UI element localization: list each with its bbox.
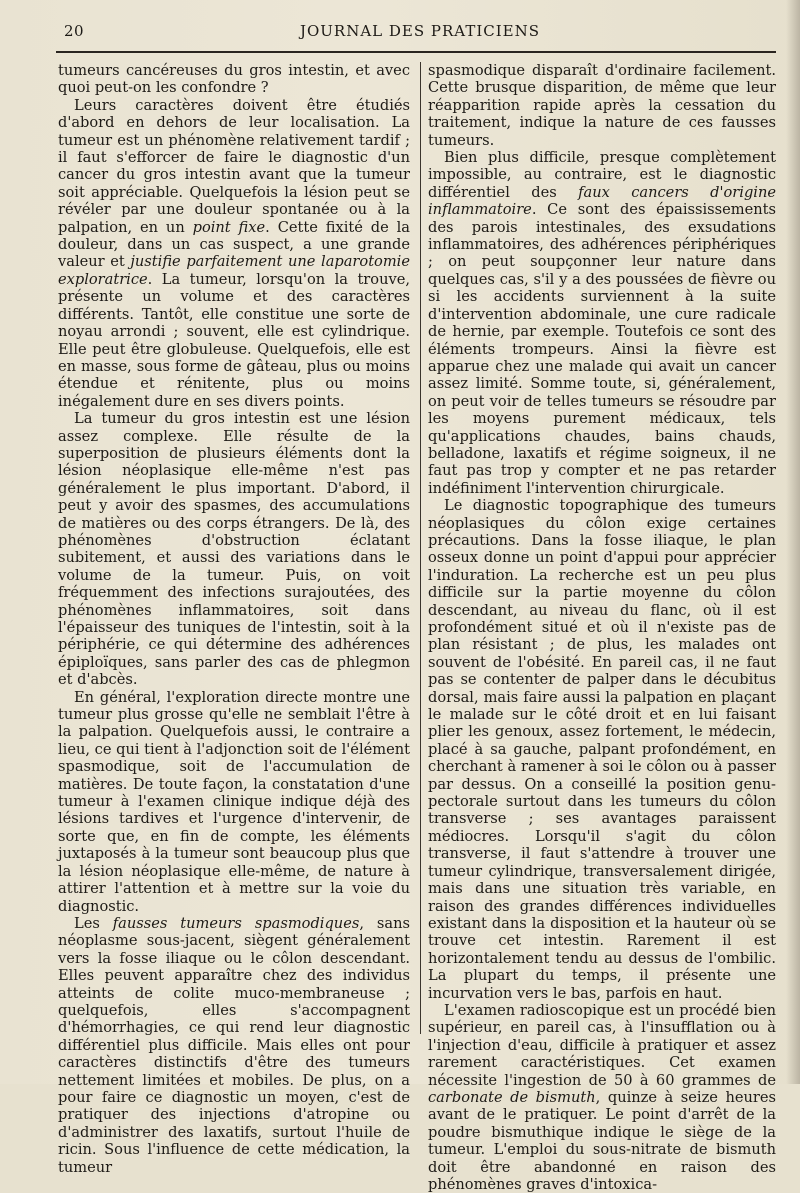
- paragraph: [428, 149, 776, 497]
- text-run: . La tumeur, lorsqu'on la trouve, présente un volume et des caractères différents. Tantôt, elle constitue une sorte de noyau arrondi ; souvent, elle est cylindrique. Elle peut être globuleuse. Quelquefois, elle est en masse, sous forme de gâteau, plus ou moins étendue et rénitente, plus ou moins inégalement dure en ses divers points.: [58, 270, 410, 410]
- text-run: L'examen radioscopique est un procédé bien supérieur, en pareil cas, à l'insufflation ou à l'injection d'eau, difficile à pratiquer et assez rarement caractéristiques. Cet examen nécessite l'ingestion de 50 à 60 grammes de: [428, 1001, 776, 1089]
- header-rule: [56, 51, 776, 53]
- italic-text: point fixe: [192, 218, 266, 236]
- paragraph: [58, 689, 410, 915]
- italic-text: fausses tumeurs spasmodiques: [112, 914, 360, 932]
- text-run: En général, l'exploration directe montre une tumeur plus grosse qu'elle ne semblait l'être à la palpation. Quelquefois aussi, le contraire a lieu, ce qui tient à l'adjonction soit de l'élément spasmodique, soit de l'accumulation de matières. De toute façon, la constatation d'une tumeur à l'examen clinique indique déjà des lésions tardives et l'urgence d'intervenir, de sorte que, en fin de compte, les éléments juxtaposés à la tumeur sont beaucoup plus que la lésion néoplasique elle-même, de nature à attirer l'attention et à mettre sur la voie du diagnostic.: [58, 688, 410, 915]
- paragraph: [428, 62, 776, 149]
- text-run: spasmodique disparaît d'ordinaire facilement. Cette brusque disparition, de même que leur réapparition rapide après la cessation du traitement, indique la nature de ces fausses tumeurs.: [428, 62, 776, 149]
- text-run: Les: [74, 914, 113, 932]
- text-run: , quinze à seize heures avant de le pratiquer. Le point d'arrêt de la poudre bismuthique indique le siège de la tumeur. L'emploi du sous-nitrate de bismuth doit être abandonné en raison des phénomènes graves d'intoxica-: [428, 1088, 777, 1193]
- text-run: Leurs caractères doivent être étudiés d'abord en dehors de leur localisation. La tumeur est un phénomène relativement tardif ; il faut s'efforcer de faire le diagnostic d'un cancer du gros intestin avant que la tumeur soit appréciable. Quelquefois la lésion peut se révéler par une douleur spontanée ou à la palpation, en un: [58, 96, 410, 236]
- text-run: La tumeur du gros intestin est une lésion assez complexe. Elle résulte de la superposition de plusieurs éléments dont la lésion néoplasique elle-même n'est pas généralement le plus important. D'abord, il peut y avoir des spasmes, des accumulations de matières ou des corps étrangers. De là, des phénomènes d'obstruction éclatant subitement, et aussi des variations dans le volume de la tumeur. Puis, on voit fréquemment des infections surajoutées, des phénomènes inflammatoires, soit dans l'épaisseur des tuniques de l'intestin, soit à la périphérie, ce qui détermine des adhérences épiploïques, sans parler des cas de phlegmon et d'abcès.: [58, 410, 410, 689]
- page-header: [64, 22, 776, 46]
- text-run: Bien plus difficile, presque complètement impossible, au contraire, est le diagnostic différentiel des: [428, 149, 776, 201]
- right-column: [428, 62, 777, 1193]
- text-run: Le diagnostic topographique des tumeurs néoplasiques du côlon exige certaines précautions. Dans la fosse iliaque, le plan osseux donne un point d'appui pour apprécier l'induration. La recherche est un peu plus difficile sur la partie moyenne du côlon descendant, au niveau du flanc, où il est profondément situé et où il n'existe pas de plan résistant ; de plus, les malades ont souvent de l'obésité. En pareil cas, il ne faut pas se contenter de palper dans le décubitus dorsal, mais faire aussi la palpation en plaçant le malade sur le côté droit et en lui faisant plier les genoux, assez fortement, le médecin, placé à sa gauche, palpant profondément, en cherchant à ramener à soi le côlon ou à passer par dessus. On a conseillé la position genu-pectorale surtout dans les tumeurs du côlon transverse ; ses avantages paraissent médiocres. Lorsqu'il s'agit du côlon transverse, il faut s'attendre à trouver une tumeur cylindrique, transversalement dirigée, mais dans une situation très variable, en raison des grandes différences individuelles existant dans la disposition et la hauteur où se trouve cet intestin. Rarement il est horizontalement tendu au dessus de l'ombilic. La plupart du temps, il présente une incurvation vers le bas, parfois en haut.: [428, 497, 776, 1002]
- page-number: 20: [64, 22, 85, 40]
- text-run: tumeurs cancéreuses du gros intestin, et avec quoi peut-on les confondre ?: [58, 62, 410, 97]
- italic-text: faux cancers d'origine inflammatoire: [428, 183, 776, 219]
- text-run: . Cette fixité de la douleur, dans un cas suspect, a une grande valeur et: [58, 218, 411, 271]
- text-run: , sans néoplasme sous-jacent, siègent généralement vers la fosse iliaque ou le côlon descendant. Elles peuvent apparaître chez des individus atteints de colite muco-membraneuse ; quelquefois, elles s'accompagnent d'hémorrhagies, ce qui rend leur diagnostic différentiel plus difficile. Mais elles ont pour caractères distinctifs d'être des tumeurs nettement limitées et mobiles. De plus, on a pour faire ce diagnostic un moyen, c'est de pratiquer des injections d'atropine ou d'administrer des laxatifs, surtout l'huile de ricin. Sous l'influence de cette médication, la tumeur: [58, 914, 410, 1176]
- italic-text: justifie parfaitement une laparotomie exploratrice: [58, 253, 410, 288]
- journal-title: JOURNAL DES PRATICIENS: [299, 22, 541, 40]
- paragraph: [58, 410, 410, 689]
- paragraph: [58, 97, 410, 410]
- paragraph: [428, 1002, 776, 1193]
- left-column: [58, 62, 411, 1176]
- paragraph: [58, 62, 410, 97]
- text-run: . Ce sont des épaississements des parois intestinales, des exsudations inflammatoires, des adhérences périphériques ; on peut soupçonner leur nature dans quelques cas, s'il y a des poussées de fièvre ou si les accidents surviennent à la suite d'intervention abdominale, une cure radicale de hernie, par exemple. Toutefois ce sont des éléments trompeurs. Ainsi la fièvre est apparue chez une malade qui avait un cancer assez limité. Somme toute, si, généralement, on peut voir de telles tumeurs se résoudre par les moyens purement médicaux, tels qu'applications chaudes, bains chauds, belladone, laxatifs et régime soigneux, il ne faut pas trop y compter et ne pas retarder indéfiniment l'intervention chirurgicale.: [428, 201, 776, 497]
- column-divider: [420, 62, 421, 1034]
- paragraph: [428, 497, 776, 1002]
- italic-text: carbonate de bismuth: [428, 1088, 596, 1106]
- paragraph: [58, 915, 410, 1176]
